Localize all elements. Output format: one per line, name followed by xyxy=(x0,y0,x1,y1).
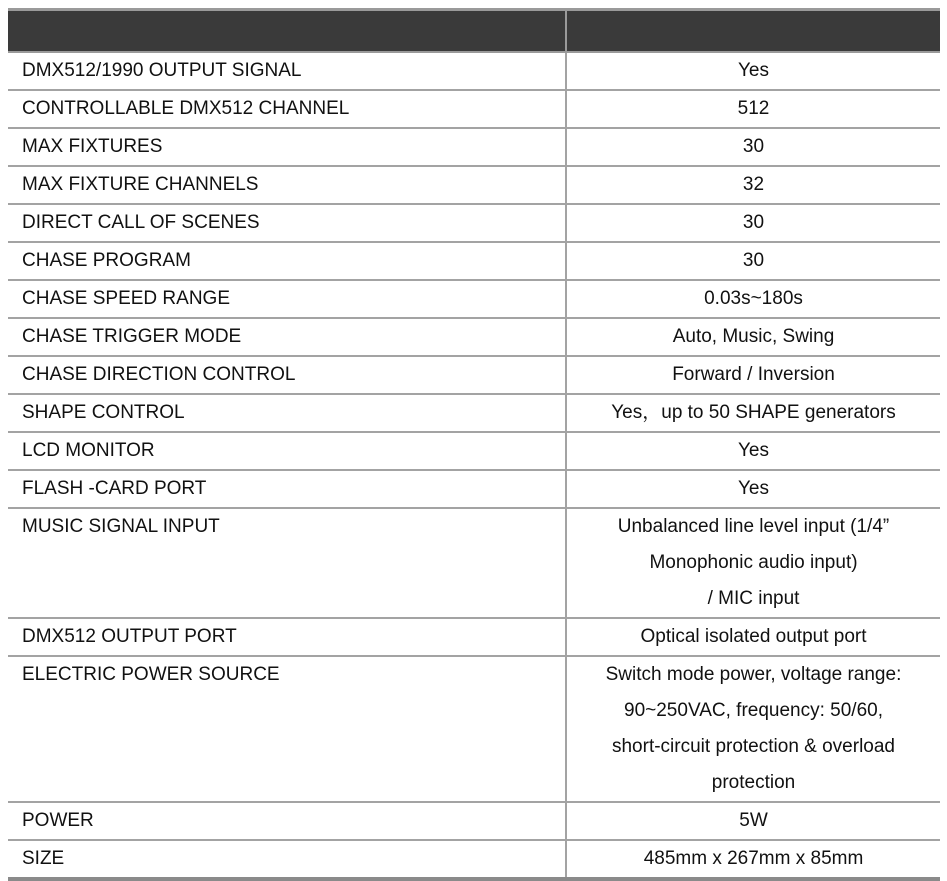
spec-value: 0.03s~180s xyxy=(566,280,940,318)
spec-value: Switch mode power, voltage range: 90~250VAC, frequency: 50/60, short-circuit protection & overload protection xyxy=(566,656,940,802)
spec-label: CONTROLLABLE DMX512 CHANNEL xyxy=(8,90,566,128)
spec-label: DMX512 OUTPUT PORT xyxy=(8,618,566,656)
spec-label: DMX512/1990 OUTPUT SIGNAL xyxy=(8,52,566,90)
spec-value: Yes xyxy=(566,470,940,508)
spec-label: MUSIC SIGNAL INPUT xyxy=(8,508,566,618)
spec-table-body xyxy=(8,52,940,879)
table-row xyxy=(8,394,940,432)
table-row xyxy=(8,356,940,394)
spec-value: 30 xyxy=(566,242,940,280)
spec-label: MAX FIXTURES xyxy=(8,128,566,166)
spec-label: CHASE DIRECTION CONTROL xyxy=(8,356,566,394)
header-cell-parameter xyxy=(8,10,566,53)
table-header-row xyxy=(8,10,940,53)
spec-label: CHASE TRIGGER MODE xyxy=(8,318,566,356)
spec-label: FLASH -CARD PORT xyxy=(8,470,566,508)
table-row xyxy=(8,802,940,840)
spec-table xyxy=(8,8,940,881)
spec-value: Yes xyxy=(566,52,940,90)
table-row xyxy=(8,90,940,128)
spec-value: Yes xyxy=(566,432,940,470)
spec-label: MAX FIXTURE CHANNELS xyxy=(8,166,566,204)
table-row xyxy=(8,280,940,318)
table-row xyxy=(8,470,940,508)
table-row xyxy=(8,128,940,166)
table-row xyxy=(8,656,940,802)
spec-value: Forward / Inversion xyxy=(566,356,940,394)
spec-value: Yes，up to 50 SHAPE generators xyxy=(566,394,940,432)
table-row xyxy=(8,432,940,470)
spec-value: 32 xyxy=(566,166,940,204)
spec-label: SIZE xyxy=(8,840,566,879)
spec-value: 30 xyxy=(566,128,940,166)
spec-label: ELECTRIC POWER SOURCE xyxy=(8,656,566,802)
table-row xyxy=(8,508,940,618)
spec-label: CHASE PROGRAM xyxy=(8,242,566,280)
spec-value: Unbalanced line level input (1/4” Monophonic audio input) / MIC input xyxy=(566,508,940,618)
spec-value: Auto, Music, Swing xyxy=(566,318,940,356)
spec-value: 485mm x 267mm x 85mm xyxy=(566,840,940,879)
spec-value: Optical isolated output port xyxy=(566,618,940,656)
table-row xyxy=(8,618,940,656)
table-row xyxy=(8,840,940,879)
spec-label: DIRECT CALL OF SCENES xyxy=(8,204,566,242)
table-row xyxy=(8,166,940,204)
table-row xyxy=(8,242,940,280)
spec-label: LCD MONITOR xyxy=(8,432,566,470)
spec-label: POWER xyxy=(8,802,566,840)
spec-value: 512 xyxy=(566,90,940,128)
spec-value: 5W xyxy=(566,802,940,840)
table-row xyxy=(8,52,940,90)
spec-label: CHASE SPEED RANGE xyxy=(8,280,566,318)
table-row xyxy=(8,318,940,356)
spec-value: 30 xyxy=(566,204,940,242)
header-cell-value xyxy=(566,10,940,53)
table-row xyxy=(8,204,940,242)
spec-label: SHAPE CONTROL xyxy=(8,394,566,432)
